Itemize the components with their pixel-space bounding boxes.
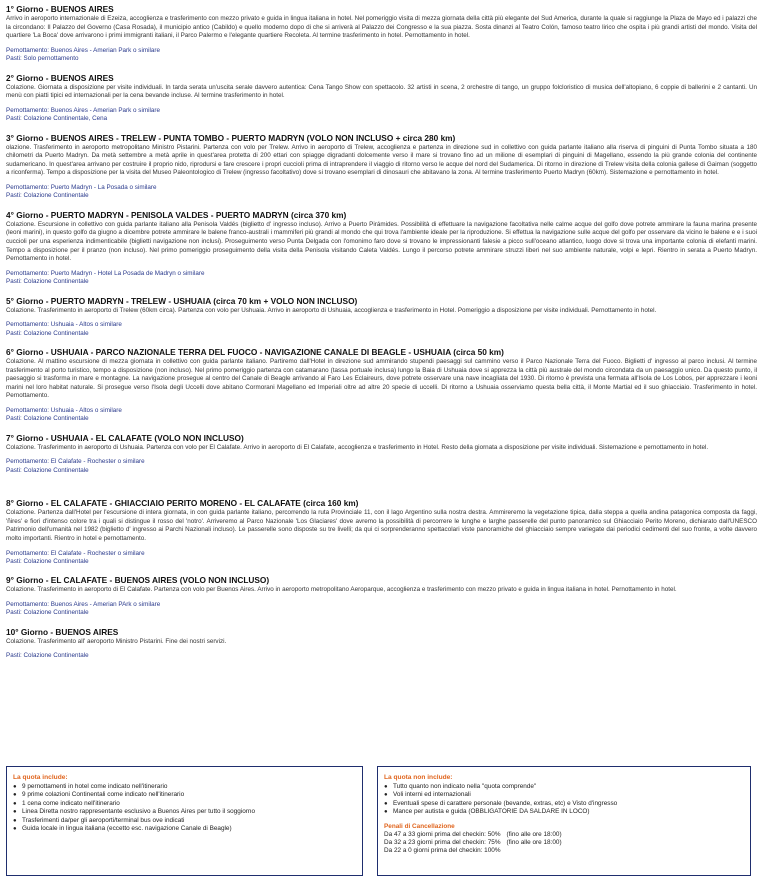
day-meals: Pasti: Colazione Continentale xyxy=(6,415,89,423)
penalty-range: Da 47 a 33 giorni prima del checkin: 50% xyxy=(384,830,501,838)
penalty-row xyxy=(384,847,744,855)
day-meals: Pasti: Colazione Continentale xyxy=(6,192,89,200)
day-meta xyxy=(6,47,757,64)
day-2 xyxy=(6,73,757,124)
quote-not-included-title: La quota non include: xyxy=(384,774,453,781)
day-description: Colazione. Trasferimento in aeroporto di El Calafate. Partenza con volo per Buenos Aires. Arrivo in aeroporto metropolitano Aeroparque, accoglienza e trasferimento con mezzo privato e guida in lingua italiana in hotel. Pernottamento in hotel. xyxy=(6,586,677,594)
penalty-row xyxy=(384,839,744,847)
day-title: 7° Giorno - USHUAIA - EL CALAFATE (VOLO NON INCLUSO) xyxy=(6,432,244,443)
day-meals: Pasti: Colazione Continentale, Cena xyxy=(6,115,108,123)
day-meals: Pasti: Colazione Continentale xyxy=(6,466,89,474)
day-description: olazione. Trasferimento in aeroporto metropolitano Ministro Pistarini. Partenza con volo per Trelew. Arrivo in aeroporto di Trelew, accoglienza e partenza in direzione sud in collettivo con guida parlante italiano alla riserva di pinguini di Punta Tombo situata a 180 chilometri da Puerto Madryn. Da metà settembre a metà aprile in quest'area protetta di 200 ettari con spiagge digradanti dolcemente verso il mare si trovano fino ad un milione di esemplari di pinguini di Magellano, essendo la più grande colonia del continente sudamericano. In quest'area arrivano per costruire il proprio nido, riprodursi e fare crescere i propri cuccioli prima di intraprendere il viaggio di ritorno verso le acque del nord del Sudamerica. Di ritorno in direzione di Trelew visita della colonia gallese di Gaiman (soggetto a riconferma). Tempo a disposizione per la visita del Museo Paleontologico di Trelew (ingresso facoltativo) dove si trovano esemplari di dinosauri che abitavano la zona. Al termine trasferimento Puerto Madryn (60km). Sistemazione e pernottamento in hotel. xyxy=(6,143,757,177)
day-title: 5° Giorno - PUERTO MADRYN - TRELEW - USHUAIA (circa 70 km + VOLO NON INCLUSO) xyxy=(6,295,358,306)
penalties-title: Penali di Cancellazione xyxy=(384,822,455,830)
day-stay: Pernottamento: Buenos Aires - Amerian Park o similare xyxy=(6,106,160,114)
day-meta xyxy=(6,458,757,475)
day-8 xyxy=(6,498,757,566)
day-description: Colazione. Trasferimento all' aeroporto Ministro Pistarini. Fine dei nostri servizi. xyxy=(6,637,227,645)
day-description: Colazione. Partenza dall'Hotel per l'escursione di intera giornata, in con guida parlante italiano, percorrendo la ruta Provinciale 11, con il lago Argentino sulla nostra destra. Ammireremo la vegetazione tipica, dalla steppa a quella andina patagonica composta da faggi, 'ñires' e fiori d'intenso colore tra i quali si distingue il rosso del 'notro'. Arriveremo al Parco Nazionale 'Los Glaciares' dove avremo la possibilità di percorrere le lunghe e larghe passerelle del punto panoramico sul Ghiacciaio Perito Moreno, dichiarato dall'UNESCO Patrimonio dell'umanità nel 1982 (biglietto d' ingresso ai Parchi Nazionali incluso). Le passerelle sono disposte su tre livelli; da qui ci sorprenderanno spettacolari viste panoramiche del ghiacciaio sempre variegate dai periodici cedimenti del suo fronte, a volte davvero molto importanti. Rientro in hotel e pernottamento. xyxy=(6,509,757,542)
day-meta xyxy=(6,270,757,287)
day-stay: Pernottamento: El Calafate - Rochester o similare xyxy=(6,549,145,557)
penalty-range: Da 32 a 23 giorni prima del checkin: 75% xyxy=(384,839,501,847)
list-item: ● Trasferimenti da/per gli aeroporti/terminal bus ove indicati xyxy=(13,817,356,825)
day-4 xyxy=(6,210,757,287)
day-6 xyxy=(6,347,757,424)
penalty-row xyxy=(384,831,744,839)
day-meta xyxy=(6,107,757,124)
day-title: 2° Giorno - BUENOS AIRES xyxy=(6,72,114,83)
day-title: 9° Giorno - EL CALAFATE - BUENOS AIRES (VOLO NON INCLUSO) xyxy=(6,575,270,586)
day-meta xyxy=(6,652,757,660)
day-description: Colazione. Escursione in collettivo con guida parlante italiano alla Penisola Valdés (biglietto d' ingresso incluso). Arrivo a Puerto Pirámides. Possibilità di effettuare la navigazione facoltativa nelle calme acque del golfo dove potrete ammirare la fauna marina presente (leoni marini), in questo golfo da giugno a dicembre potrete ammirare le balene franco-australi i mammiferi più grandi al mondo che qui trova l'ambiente ideale per la riproduzione. Si effettua la navigazione sulle acque del golfo per osservare da vicino le balene e e i suoi cuccioli per una esperienza indimenticabile (biglietti navigazione non inclusi). Proseguimento verso Punta Delgada con l'omonimo faro dove si trovano le impressionanti falesie a picco sull'oceano atlantico, luogo dove si trova una importante colonia di elefanti marini. Tempo a disposizione per il pranzo (non incluso). Nel primo pomeriggio proseguimento della visita della Penisola visitando Caleta Valdés. Lungo il percorso potrete ammirare struzzi liberi nel suo ambiente naturale, volpi e lepri. Rientro in serata a Puerto Madryn. Pernottamento in hotel. xyxy=(6,220,757,263)
day-meals: Pasti: Colazione Continentale xyxy=(6,609,89,617)
quote-included-list xyxy=(13,783,356,833)
day-title: 8° Giorno - EL CALAFATE - GHIACCIAIO PERITO MORENO - EL CALAFATE (circa 160 km) xyxy=(6,498,359,509)
day-meta xyxy=(6,184,757,201)
day-10 xyxy=(6,627,757,661)
quote-boxes xyxy=(6,766,752,878)
quote-included-title: La quota include: xyxy=(13,774,68,781)
day-description: Arrivo in aeroporto internazionale di Ezeiza, accoglienza e trasferimento con mezzo privato e guida in lingua italiana in hotel. Nel pomeriggio visita di mezza giornata della città più elegante del Sud America, durante la quale si raggiunge la Plaza de Mayo ed i palazzi che la circondano: Il Palazzo del Governo (Casa Rosada), il municipio antico (Cabildo) e quello moderno dopo di che si arriverà al Palazzo dei Congresso e la sua piazza. Sosta dinanzi al Teatro Colón, famoso teatro lirico che ospita i più grandi artisti del mondo. Visita del quartiere 'La Boca' dove arrivarono i primi immigranti italiani, il Parco Palermo e l'elegante quartiere Recoleta. Al termine trasferimento in hotel. Pernottamento in hotel. xyxy=(6,15,757,40)
day-meta xyxy=(6,550,757,567)
day-meals: Pasti: Colazione Continentale xyxy=(6,278,89,286)
day-stay: Pernottamento: Puerto Madryn - Hotel La Posada de Madryn o similare xyxy=(6,269,205,277)
list-item: ● Linea Diretta nostro rappresentante esclusivo a Buenos Aires per tutto il soggiorno xyxy=(13,808,356,816)
day-stay: Pernottamento: Ushuaia - Altos o similare xyxy=(6,321,122,329)
day-stay: Pernottamento: Buenos Aires - Amerian Park o similare xyxy=(6,46,160,54)
day-title: 10° Giorno - BUENOS AIRES xyxy=(6,626,119,637)
day-meals: Pasti: Colazione Continentale xyxy=(6,557,89,565)
day-meals: Pasti: Colazione Continentale xyxy=(6,652,89,660)
penalty-range: Da 22 a 0 giorni prima del checkin: 100% xyxy=(384,847,501,855)
list-item: ● Mance per autista e guida (OBBLIGATORIE DA SALDARE IN LOCO) xyxy=(384,808,744,816)
day-meta xyxy=(6,407,757,424)
day-description: Colazione. Trasferimento in aeroporto di Trelew (60km circa). Partenza con volo per Ushuaia. Arrivo in aeroporto di Ushuaia, accoglienza e trasferimento in Hotel. Pomeriggio a disposizione per visite individuali. Pernottamento in hotel. xyxy=(6,306,657,314)
day-meals: Pasti: Colazione Continentale xyxy=(6,329,89,337)
day-title: 3° Giorno - BUENOS AIRES - TRELEW - PUNTA TOMBO - PUERTO MADRYN (VOLO NON INCLUSO + circa 280 km) xyxy=(6,132,456,143)
day-1 xyxy=(6,4,757,64)
day-description: Colazione. Giornata a disposizione per visite individuali. In tarda serata un'uscita serale davvero autentica: Cena Tango Show con spettacolo. 32 artisti in scena, 2 orchestre di tango, un gruppo folcloristico di musica dell'altopiano, 6 coppie di ballerini e 2 cantanti. Un menù con piatti tipici ed internazionali per la cena bevande incluse. Al termine trasferimento in hotel. xyxy=(6,83,757,100)
list-item: ● Tutto quanto non indicato nella "quota comprende" xyxy=(384,783,744,791)
day-title: 6° Giorno - USHUAIA - PARCO NAZIONALE TERRA DEL FUOCO - NAVIGAZIONE CANALE DI BEAGLE - USHUAIA (circa 50 km) xyxy=(6,346,504,357)
day-7 xyxy=(6,433,757,475)
list-item: ● Eventuali spese di carattere personale (bevande, extras, etc) e Visto d'ingresso xyxy=(384,800,744,808)
day-stay: Pernottamento: Puerto Madryn - La Posada o similare xyxy=(6,183,157,191)
day-9 xyxy=(6,575,757,617)
list-item: ● Voli interni ed internazionali xyxy=(384,791,744,799)
quote-included-box xyxy=(6,766,363,876)
quote-not-included-box xyxy=(377,766,751,876)
day-title: 4° Giorno - PUERTO MADRYN - PENISOLA VALDES - PUERTO MADRYN (circa 370 km) xyxy=(6,209,347,220)
day-stay: Pernottamento: El Calafate - Rochester o similare xyxy=(6,458,145,466)
day-meta xyxy=(6,601,757,618)
list-item: ● 1 cena come indicato nell'itinerario xyxy=(13,800,356,808)
day-stay: Pernottamento: Buenos Aires - Amerian PArk o similare xyxy=(6,600,161,608)
penalty-note: (fino alle ore 18:00) xyxy=(506,839,562,847)
day-description: Colazione. Trasferimento in aeroporto di Ushuaia. Partenza con volo per El Calafate. Arrivo in aeroporto di El Calafate, accoglienza e trasferimento in Hotel. Resto della giornata a disposizione per visite individuali. Sistemazione e pernottamento in hotel. xyxy=(6,443,709,451)
day-meals: Pasti: Solo pernottamento xyxy=(6,55,79,63)
day-meta xyxy=(6,321,757,338)
day-title: 1° Giorno - BUENOS AIRES xyxy=(6,4,114,14)
day-3 xyxy=(6,133,757,201)
day-description: Colazione. Al mattino escursione di mezza giornata in collettivo con guida parlante italiano. Partiremo dall'Hotel in direzione sud ammirando stupendi paesaggi sul cammino verso il Parco Nazionale Terra del Fuoco. Biglietti d' ingresso al parco inclusi. Al termine trasferimento al porto turistico, tempo a disposizione (non incluso). Nel primo pomeriggio partenza con catamarano (tassa portuale inclusa) lungo la Baia di Ushuaia dove si apprezza la città più australe del mondo circondata da un paesaggio unico. Da questo punto, il paesaggio si trasforma in mare e montagne. La navigazione prosegue al centro del Canale di Beagle arrivando al Faro Les Eclaireurs, dove potrete osservare una nave incagliata del 1930. Di ritorno è prevista una fermata all'Isola de Los Lobos, per apprezzare i leoni marini nel loro habitat naturale. Si prosegue verso l'Isola degli Uccelli dove abitano Cormorani Magellano ed Imperiali oltre ad altre 20 specie di uccelli. Di ritorno a Ushuaia osserviamo questa bella città, il Monte Martial ed il suo ghiacciaio. Trasferimento in hotel. Pernottamento. xyxy=(6,357,757,400)
list-item: ● 9 prime colazioni Continentali come indicato nell'itinerario xyxy=(13,791,356,799)
quote-not-included-list xyxy=(384,783,744,817)
day-stay: Pernottamento: Ushuaia - Altos o similare xyxy=(6,406,122,414)
list-item: ● Guida locale in lingua italiana (eccetto esc. navigazione Canale di Beagle) xyxy=(13,825,356,833)
penalty-note: (fino alle ore 18:00) xyxy=(506,830,562,838)
day-5 xyxy=(6,296,757,338)
list-item: ● 9 pernottamenti in hotel come indicato nell'itinerario xyxy=(13,783,356,791)
